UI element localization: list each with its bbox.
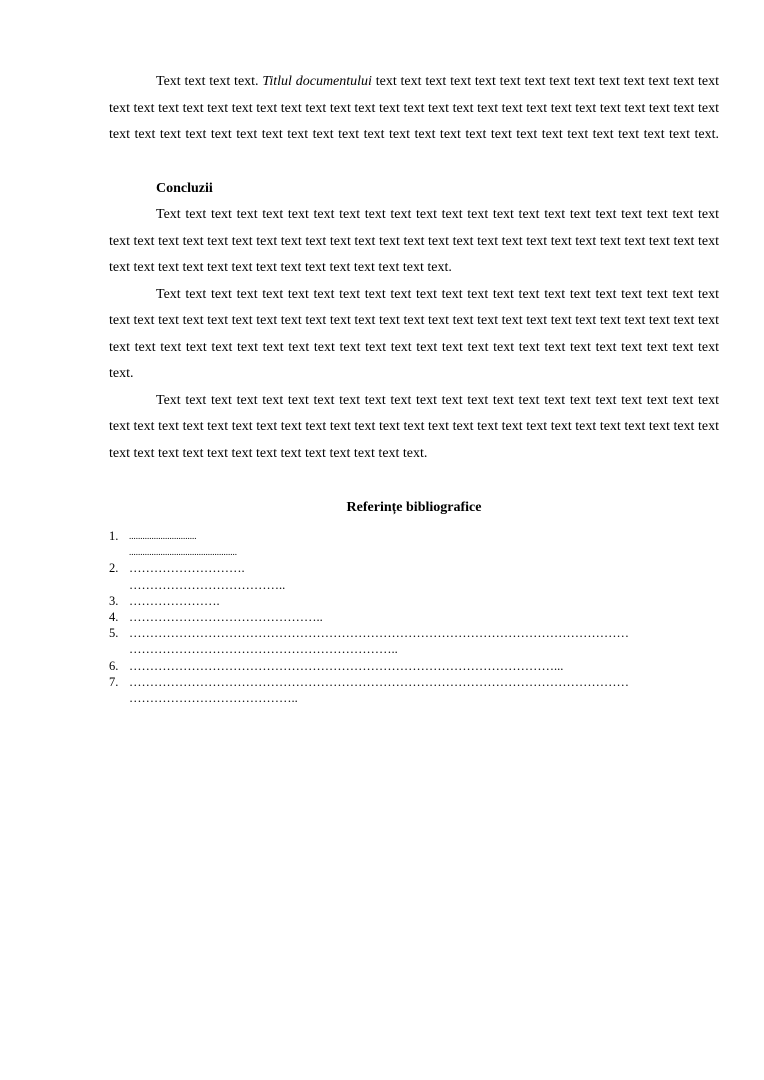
reference-item-5 bbox=[109, 625, 719, 657]
reference-line: .............................. bbox=[129, 531, 197, 541]
reference-line: ……………………………….. bbox=[129, 577, 286, 592]
reference-line: ………………………………………………………………………………………………………… bbox=[129, 674, 629, 689]
reference-item-2 bbox=[109, 560, 719, 592]
reference-line: ………………………. bbox=[129, 561, 245, 576]
reference-line: …………………………………………………………………………………………... bbox=[129, 658, 564, 673]
reference-item-1 bbox=[109, 528, 719, 560]
reference-line: ………………………………….. bbox=[129, 691, 298, 706]
conclusions-paragraph-2: Text text text text text text text text text text text text text text text text text text text text text text text text text text text text text text text text text text text text text text text text text text text text text text text text text text text text text text text text text text text text text text text text text text text text text text text text. bbox=[109, 286, 719, 381]
intro-lead: Text text text text. bbox=[156, 74, 259, 89]
intro-paragraph bbox=[109, 69, 719, 149]
reference-line: ……………………………………………………….. bbox=[129, 642, 398, 657]
conclusions-paragraph-1: Text text text text text text text text text text text text text text text text text text text text text text text text text text text text text text text text text text text text text text text text text text text text text text text text text text text text text text text text text text text text text. bbox=[109, 207, 719, 275]
reference-number: 2. bbox=[109, 561, 119, 576]
reference-item-4 bbox=[109, 609, 719, 625]
reference-item-6 bbox=[109, 658, 719, 674]
reference-number: 6. bbox=[109, 658, 119, 673]
intro-rest: text text text text text text text text text text text text text text text text text text text text text text text text text text text text text text text text text text text text text text text text text text text text text text text text text text text text text text text text text text text text text text text. bbox=[109, 74, 719, 142]
reference-number: 7. bbox=[109, 674, 119, 689]
reference-item-7 bbox=[109, 674, 719, 706]
reference-line: ………………………………………………………………………………………………………… bbox=[129, 626, 629, 641]
reference-line: …………………. bbox=[129, 593, 220, 608]
reference-number: 4. bbox=[109, 610, 119, 625]
document-title-italic: Titlul documentului bbox=[262, 74, 372, 89]
conclusions-heading: Concluzii bbox=[156, 180, 213, 196]
references-title: Referințe bibliografice bbox=[346, 500, 482, 515]
conclusions-paragraph-3: Text text text text text text text text text text text text text text text text text text text text text text text text text text text text text text text text text text text text text text text text text text text text text text text text text text text text text text text text text text text text. bbox=[109, 392, 719, 461]
document-page bbox=[109, 69, 719, 706]
reference-line: ................................................ bbox=[129, 547, 237, 558]
reference-line: ……………………………………….. bbox=[129, 610, 323, 625]
reference-item-3 bbox=[109, 593, 719, 609]
reference-number: 1. bbox=[109, 529, 119, 543]
reference-number: 5. bbox=[109, 626, 119, 641]
reference-number: 3. bbox=[109, 593, 119, 608]
references-list bbox=[109, 528, 719, 706]
